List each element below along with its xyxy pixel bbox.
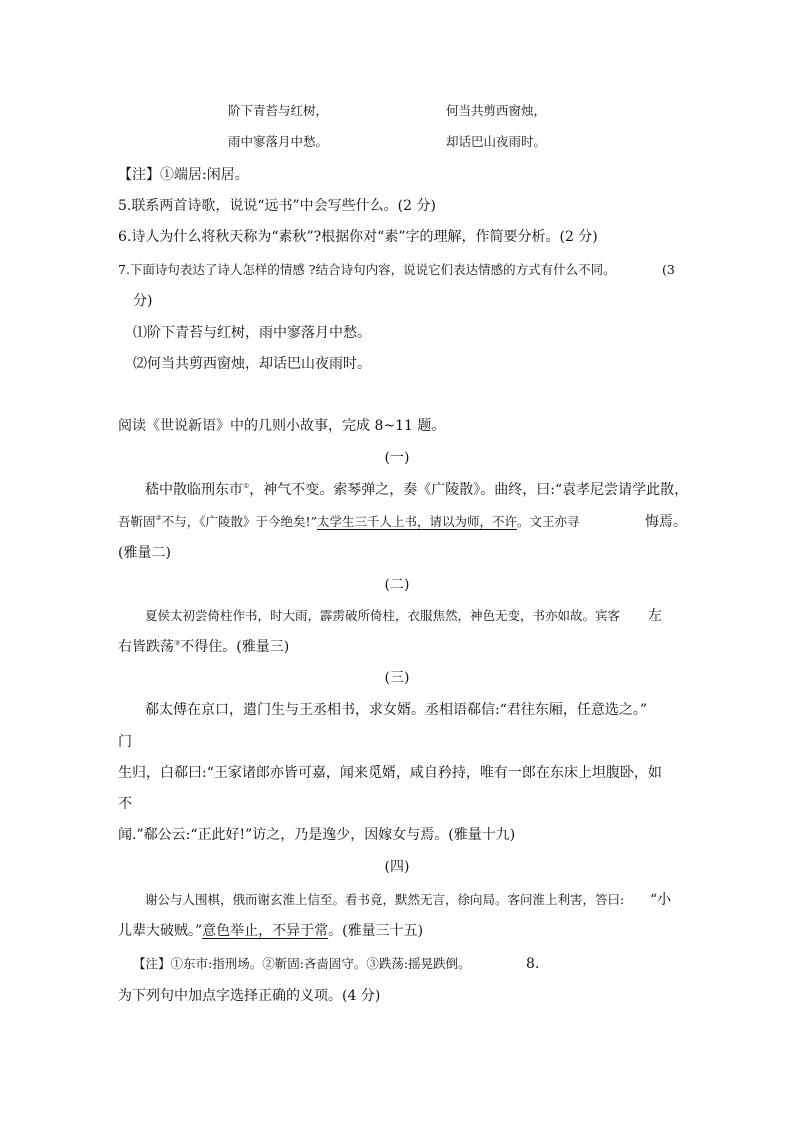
story-1-line-2-end: 悔焉。	[645, 514, 687, 530]
question-5: 5.联系两首诗歌，说说“远书”中会写些什么。(2 分)	[118, 198, 436, 214]
poem-line-1b: 何当共剪西窗烛，	[446, 103, 547, 118]
story-2-heading: (二)	[384, 577, 410, 593]
reading-intro: 阅读《世说新语》中的几则小故事，完成 8~11 题。	[118, 418, 446, 434]
question-7-sub-1: ⑴阶下青苔与红树，雨中寥落月中愁。	[133, 325, 371, 341]
question-7-score-unit: 分)	[133, 293, 153, 309]
question-7-sub-2: ⑵何当共剪西窗烛，却话巴山夜雨时。	[133, 356, 371, 372]
story-3-line-2: 生归，白郗曰:“王家诸郎亦皆可嘉，闻来觅婿，咸自矜持，唯有一郎在东床上坦腹卧，如	[118, 765, 662, 781]
underlined-sentence-2: 意色举止，不异于常	[202, 923, 329, 939]
poem-line-2a: 雨中寥落月中愁。	[228, 134, 329, 149]
poem-line-2b: 却话巴山夜雨时。	[446, 134, 547, 149]
story-4-line-1: 谢公与人围棋，俄而谢玄淮上信至。看书竟，默然无言，徐向局。客问淮上利害，答曰:	[145, 892, 625, 907]
story-2-line-1: 夏侯太初尝倚柱作书，时大雨，霹雳破所倚柱，衣服焦然，神色无变，书亦如故。宾客	[145, 608, 621, 623]
story-3-line-2-wrap: 不	[118, 796, 132, 812]
question-7-score: (3	[662, 262, 675, 277]
poem-line-1a: 阶下青苔与红树，	[228, 103, 329, 118]
underlined-sentence-1: 太学生三千人上书，请以为师，不许	[316, 514, 517, 529]
story-1-heading: (一)	[384, 450, 410, 466]
story-3-line-1-wrap: 门	[118, 734, 132, 750]
note-1: 【注】①端居:闲居。	[118, 167, 249, 183]
question-8-number: 8.	[526, 956, 540, 972]
story-4-heading: (四)	[384, 859, 410, 875]
story-3-heading: (三)	[384, 670, 410, 686]
story-1-line-2: 吾靳固②不与，《广陵散》于今绝矣!”太学生三千人上书，请以为师，不许。文王亦寻	[118, 514, 580, 529]
story-3-line-1: 郗太傅在京口，遣门生与王丞相书，求女婿。丞相语郗信:“君往东厢，任意选之。”	[145, 702, 648, 718]
story-1-line-1: 嵇中散临刑东市①，神气不变。索琴弹之，奏《广陵散》。曲终，曰:“袁孝尼尝请学此散，	[145, 482, 689, 498]
question-6: 6.诗人为什么将秋天称为“素秋”?根据你对“素”字的理解，作简要分析。(2 分)	[118, 229, 598, 245]
story-2-line-1-end: 左	[648, 608, 662, 624]
question-7: 7.下面诗句表达了诗人怎样的情感 ?结合诗句内容，说说它们表达情感的方式有什么不同。	[118, 262, 616, 277]
story-2-line-2: 右皆跌荡③不得住。(雅量三)	[118, 639, 290, 655]
story-4-line-1-end: “小	[650, 892, 672, 908]
story-3-line-3: 闻.”郗公云:“正此好!”访之，乃是逸少，因嫁女与焉。(雅量十九)	[118, 827, 516, 843]
story-1-source: (雅量二)	[118, 545, 171, 561]
question-8: 为下列句中加点字选择正确的义项。(4 分)	[118, 988, 381, 1004]
note-2: 【注】①东市:指刑场。②靳固:吝啬固守。③跌荡:摇晃跌倒。	[133, 956, 471, 971]
story-4-line-2: 儿辈大破贼。”意色举止，不异于常。(雅量三十五)	[118, 923, 424, 939]
